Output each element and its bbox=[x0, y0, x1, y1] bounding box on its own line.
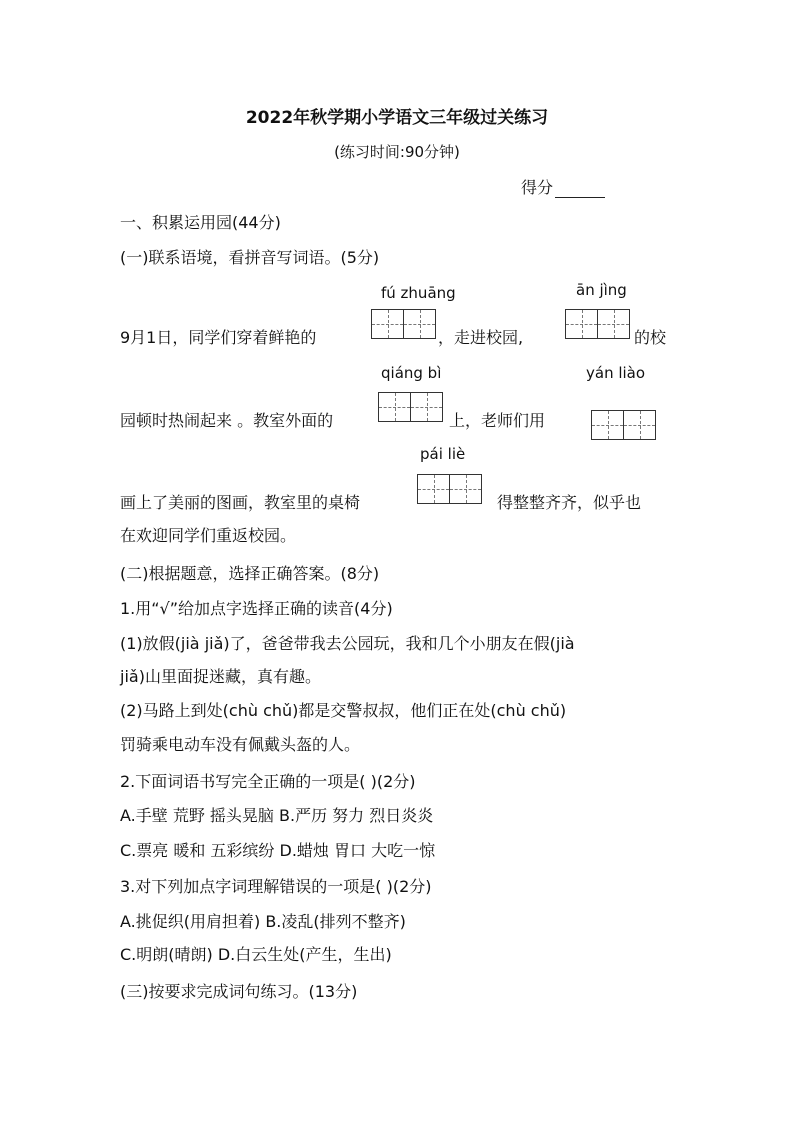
question-3-options-ab[interactable]: A.挑促织(用肩担着) B.凌乱(排列不整齐) bbox=[120, 912, 406, 931]
pinyin-qiangbi: qiáng bì bbox=[381, 364, 442, 382]
paragraph-line-3b: 得整整齐齐，似乎也 bbox=[497, 493, 642, 512]
paragraph-line-1c: 的校 bbox=[634, 328, 667, 347]
pinyin-pailie: pái liè bbox=[420, 445, 466, 463]
writing-grid-yanliao[interactable] bbox=[591, 410, 656, 440]
part-1-heading: (一)联系语境，看拼音写词语。(5分) bbox=[120, 248, 380, 267]
writing-grid-pailie[interactable] bbox=[417, 474, 482, 504]
section-1-heading: 一、积累运用园(44分) bbox=[120, 213, 281, 232]
pinyin-anjing: ān jìng bbox=[576, 281, 627, 299]
question-2-options-cd[interactable]: C.票亮 暖和 五彩缤纷 D.蜡烛 胃口 大吃一惊 bbox=[120, 841, 436, 860]
paragraph-line-4: 在欢迎同学们重返校园。 bbox=[120, 526, 297, 545]
paragraph-line-2a: 园顿时热闹起来 。教室外面的 bbox=[120, 411, 334, 430]
question-1-2b: 罚骑乘电动车没有佩戴头盔的人。 bbox=[120, 735, 361, 754]
paragraph-line-2b: 上，老师们用 bbox=[449, 411, 546, 430]
page-title: 2022年秋学期小学语文三年级过关练习 bbox=[245, 108, 549, 128]
paragraph-line-1b: ，走进校园, bbox=[438, 328, 524, 347]
part-2-heading: (二)根据题意，选择正确答案。(8分) bbox=[120, 564, 380, 583]
question-3: 3.对下列加点字词理解错误的一项是( )(2分) bbox=[120, 877, 432, 896]
writing-grid-fuzhuang[interactable] bbox=[371, 309, 436, 339]
page-subtitle: (练习时间:90分钟) bbox=[334, 143, 460, 161]
pinyin-yanliao: yán liào bbox=[586, 364, 646, 382]
score-area bbox=[521, 175, 605, 198]
writing-grid-qiangbi[interactable] bbox=[378, 392, 443, 422]
part-3-heading: (三)按要求完成词句练习。(13分) bbox=[120, 982, 358, 1001]
score-label: 得分 bbox=[521, 178, 554, 197]
question-1-1a: (1)放假(jià jiǎ)了，爸爸带我去公园玩，我和几个小朋友在假(jià bbox=[120, 634, 575, 653]
question-1: 1.用“√”给加点字选择正确的读音(4分) bbox=[120, 599, 393, 618]
pinyin-fuzhuang: fú zhuāng bbox=[381, 284, 456, 302]
writing-grid-anjing[interactable] bbox=[565, 309, 630, 339]
score-blank[interactable] bbox=[555, 181, 605, 198]
question-1-1b: jiǎ)山里面捉迷藏，真有趣。 bbox=[120, 667, 321, 686]
question-2-options-ab[interactable]: A.手壁 荒野 摇头晃脑 B.严历 努力 烈日炎炎 bbox=[120, 806, 434, 825]
paragraph-line-3a: 画上了美丽的图画，教室里的桌椅 bbox=[120, 493, 361, 512]
paragraph-line-1a: 9月1日，同学们穿着鲜艳的 bbox=[120, 328, 317, 347]
question-1-2a: (2)马路上到处(chù chǔ)都是交警叔叔，他们正在处(chù chǔ) bbox=[120, 701, 567, 720]
question-3-options-cd[interactable]: C.明朗(晴朗) D.白云生处(产生，生出) bbox=[120, 945, 392, 964]
question-2: 2.下面词语书写完全正确的一项是( )(2分) bbox=[120, 772, 416, 791]
